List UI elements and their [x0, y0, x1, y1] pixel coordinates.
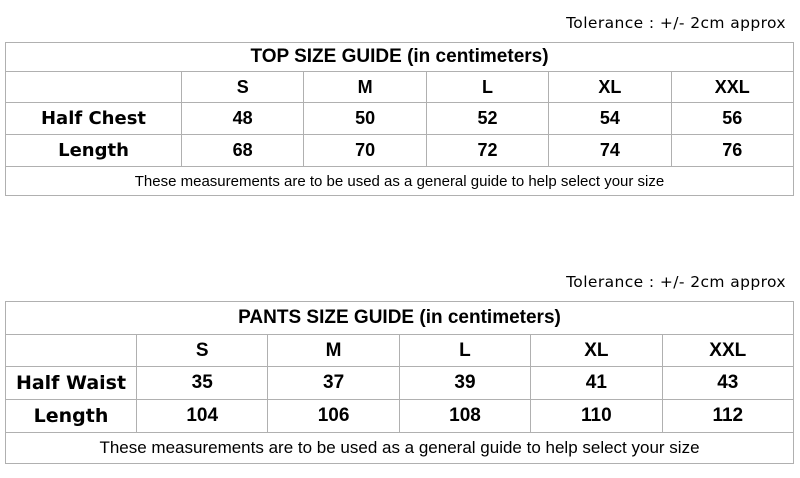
- pants-guide-note: These measurements are to be used as a general guide to help select your size: [6, 433, 794, 464]
- size-header-xl: XL: [531, 335, 662, 367]
- top-size-header-row: [6, 72, 794, 103]
- pants-tolerance-note: Tolerance : +/- 2cm approx: [566, 273, 786, 291]
- size-header-m: M: [268, 335, 399, 367]
- top-row-half-chest: [6, 103, 794, 135]
- value-cell: 110: [531, 400, 662, 433]
- size-header-l: L: [426, 72, 548, 103]
- top-size-guide-table: [5, 42, 794, 196]
- value-cell: 43: [662, 367, 793, 400]
- value-cell: 72: [426, 135, 548, 167]
- row-label: Half Waist: [6, 367, 137, 400]
- row-label: Length: [6, 400, 137, 433]
- row-label: Half Chest: [6, 103, 182, 135]
- pants-size-header-row: [6, 335, 794, 367]
- value-cell: 104: [137, 400, 268, 433]
- size-header-xxl: XXL: [671, 72, 793, 103]
- row-label: Length: [6, 135, 182, 167]
- size-header-xxl: XXL: [662, 335, 793, 367]
- value-cell: 35: [137, 367, 268, 400]
- value-cell: 112: [662, 400, 793, 433]
- value-cell: 48: [182, 103, 304, 135]
- value-cell: 74: [549, 135, 671, 167]
- size-header-m: M: [304, 72, 426, 103]
- value-cell: 52: [426, 103, 548, 135]
- top-guide-note: These measurements are to be used as a general guide to help select your size: [6, 167, 794, 196]
- pants-table-title: PANTS SIZE GUIDE (in centimeters): [6, 302, 794, 335]
- value-cell: 76: [671, 135, 793, 167]
- value-cell: 54: [549, 103, 671, 135]
- top-table-title: TOP SIZE GUIDE (in centimeters): [6, 43, 794, 72]
- value-cell: 56: [671, 103, 793, 135]
- value-cell: 106: [268, 400, 399, 433]
- value-cell: 70: [304, 135, 426, 167]
- size-header-s: S: [137, 335, 268, 367]
- value-cell: 37: [268, 367, 399, 400]
- value-cell: 41: [531, 367, 662, 400]
- size-header-xl: XL: [549, 72, 671, 103]
- value-cell: 68: [182, 135, 304, 167]
- pants-size-guide-table: [5, 301, 794, 464]
- size-header-s: S: [182, 72, 304, 103]
- value-cell: 108: [399, 400, 530, 433]
- value-cell: 50: [304, 103, 426, 135]
- top-row-length: [6, 135, 794, 167]
- header-corner-cell: [6, 335, 137, 367]
- top-tolerance-note: Tolerance : +/- 2cm approx: [566, 14, 786, 32]
- size-header-l: L: [399, 335, 530, 367]
- value-cell: 39: [399, 367, 530, 400]
- pants-row-half-waist: [6, 367, 794, 400]
- pants-row-length: [6, 400, 794, 433]
- header-corner-cell: [6, 72, 182, 103]
